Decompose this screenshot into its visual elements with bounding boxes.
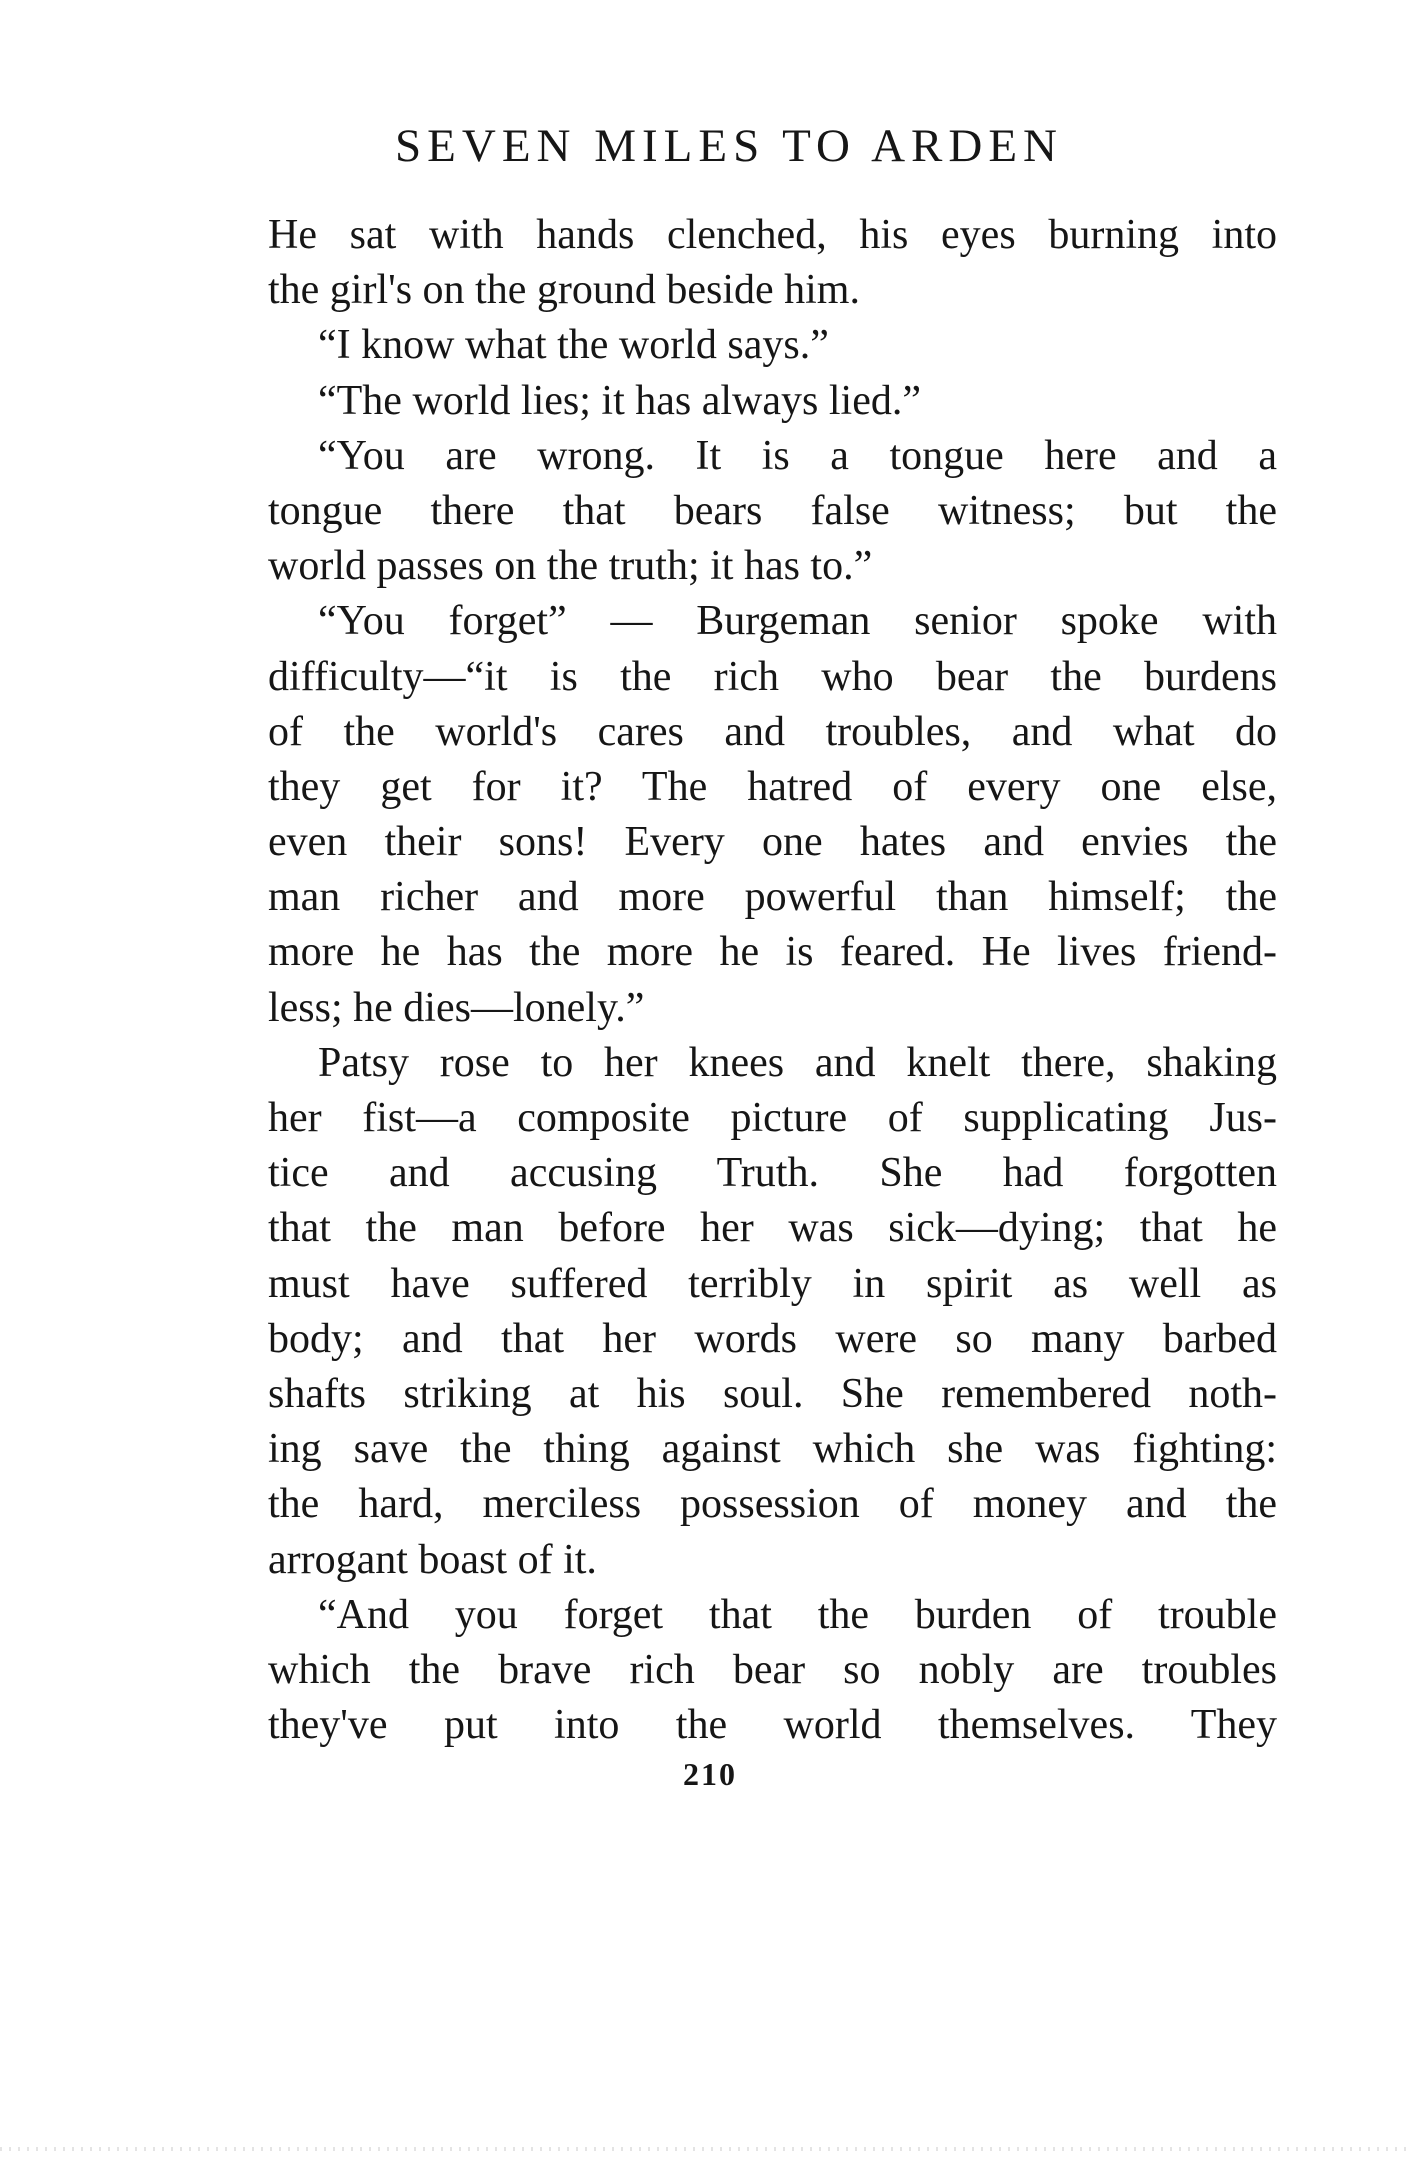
text-line: the girl's on the ground beside him. <box>268 267 860 314</box>
text-line: less; he dies—lonely.” <box>268 984 645 1031</box>
text-line: ing save the thing against which she was fighting: <box>268 1426 1277 1473</box>
paragraph <box>268 429 1277 595</box>
text-line: they've put into the world themselves. They <box>268 1702 1277 1749</box>
text-line: even their sons! Every one hates and envies the <box>268 819 1277 866</box>
text-line: “You are wrong. It is a tongue here and a <box>318 432 1277 479</box>
paragraph <box>268 1036 1277 1588</box>
body-text <box>268 208 1277 1753</box>
text-line: difficulty—“it is the rich who bear the burdens <box>268 653 1277 700</box>
text-line: man richer and more powerful than himself; the <box>268 874 1277 921</box>
text-line: that the man before her was sick—dying; that he <box>268 1205 1277 1252</box>
text-line: shafts striking at his soul. She remembered noth- <box>268 1370 1277 1417</box>
text-line: “And you forget that the burden of trouble <box>318 1591 1277 1638</box>
running-title: SEVEN MILES TO ARDEN <box>395 120 1063 172</box>
text-line: “I know what the world says.” <box>318 322 829 369</box>
text-line: of the world's cares and troubles, and what do <box>268 708 1277 755</box>
page-number: 210 <box>683 1756 737 1792</box>
text-line: her fist—a composite picture of supplicating Jus- <box>268 1095 1277 1141</box>
text-line: “You forget” — Burgeman senior spoke with <box>318 598 1277 645</box>
paragraph <box>268 594 1277 1036</box>
text-line: the hard, merciless possession of money and the <box>268 1481 1277 1528</box>
text-line: “The world lies; it has always lied.” <box>318 377 921 424</box>
text-line: must have suffered terribly in spirit as well as <box>268 1260 1277 1307</box>
paragraph <box>268 318 1277 373</box>
text-line: which the brave rich bear so nobly are troubles <box>268 1646 1277 1693</box>
text-line: they get for it? The hatred of every one else, <box>268 763 1277 810</box>
text-line: He sat with hands clenched, his eyes burning into <box>268 212 1277 258</box>
text-line: Patsy rose to her knees and knelt there, shaking <box>318 1039 1277 1086</box>
text-line: arrogant boast of it. <box>268 1536 597 1583</box>
paragraph <box>268 208 1277 318</box>
text-line: tice and accusing Truth. She had forgotten <box>268 1150 1277 1197</box>
paragraph <box>268 374 1277 429</box>
text-line: world passes on the truth; it has to.” <box>268 543 873 590</box>
scan-edge-noise <box>0 2147 1410 2151</box>
text-line: more he has the more he is feared. He lives friend- <box>268 929 1277 976</box>
text-line: tongue there that bears false witness; but the <box>268 487 1277 534</box>
paragraph <box>268 1588 1277 1754</box>
text-line: body; and that her words were so many barbed <box>268 1315 1277 1362</box>
